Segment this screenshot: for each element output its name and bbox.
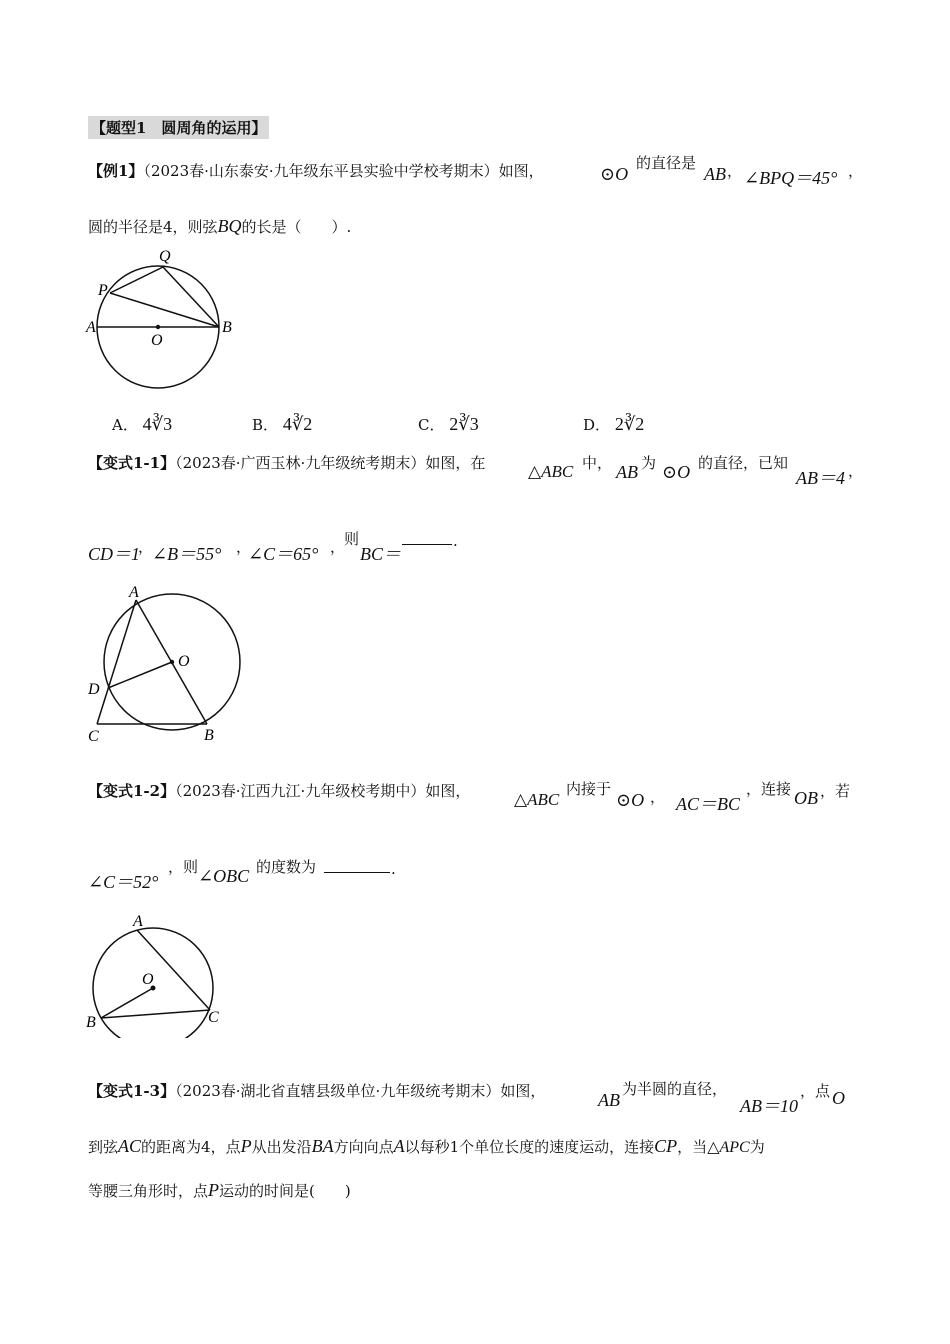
- v13-l2-seg-1: AC: [118, 1136, 142, 1156]
- v12-t4: ，若: [820, 782, 851, 800]
- v12-answer-blank[interactable]: [324, 858, 390, 873]
- option-c-letter: C．: [418, 416, 445, 434]
- example-1-line-2: [88, 216, 351, 237]
- variant-1-1-line-1: [88, 452, 485, 473]
- v13-line3a: 等腰三角形时，点: [88, 1182, 209, 1200]
- v11-comma-4: ，: [330, 538, 346, 556]
- fig1-label-o: O: [151, 332, 163, 349]
- v12-angle-c: ∠C＝52°: [88, 872, 159, 892]
- option-a-letter: A．: [112, 416, 138, 434]
- v12-then: ，则: [168, 858, 199, 876]
- ex1-comma-1: ，: [727, 162, 743, 180]
- fig3-label-a: A: [133, 913, 143, 930]
- v13-l2-seg-4: 从出发沿: [251, 1138, 312, 1156]
- v13-l2-seg-0: 到弦: [88, 1138, 119, 1156]
- option-b-coef: 4: [282, 414, 292, 434]
- variant-1-3-source: （2023春·湖北省直辖县级单位·九年级统考期末）如图，: [175, 1082, 546, 1100]
- v11-ab: AB: [616, 462, 638, 482]
- option-b[interactable]: [252, 414, 312, 435]
- fig3-segment-bc: [101, 1010, 210, 1018]
- v11-t2: 为: [641, 454, 657, 472]
- v11-tri-abc: △ABC: [528, 462, 574, 481]
- fig1-label-q: Q: [159, 248, 171, 265]
- v11-cd-eq: CD＝1: [88, 544, 141, 564]
- fig1-label-p: P: [98, 282, 108, 299]
- ex1-circle-o: ⊙O: [600, 164, 629, 184]
- fig1-label-b: B: [222, 319, 232, 336]
- fig3-segment-ac: [137, 930, 210, 1010]
- v11-then: 则: [344, 530, 360, 548]
- fig2-segment-do: [108, 662, 172, 688]
- v11-period: .: [453, 532, 458, 550]
- v13-o: O: [832, 1088, 845, 1108]
- ex1-ab: AB: [704, 164, 726, 184]
- example-1-line-1: [88, 160, 544, 181]
- ex1-text-a: 的直径是: [636, 154, 697, 172]
- v13-ab-eq: AB＝10: [740, 1096, 798, 1116]
- v12-t2: ，: [650, 788, 666, 806]
- ex1-angle-bpq: ∠BPQ＝45°: [744, 168, 838, 188]
- v12-t3: ，连接: [746, 780, 792, 798]
- cube-root-icon: ∛: [623, 414, 636, 434]
- v12-ob: OB: [794, 788, 818, 808]
- v11-t3: 的直径，已知: [698, 454, 789, 472]
- v12-ac-eq: AC＝BC: [676, 794, 741, 814]
- v12-angle-obc: ∠OBC: [198, 866, 250, 886]
- fig2-label-o: O: [178, 653, 190, 670]
- option-a-root: 3: [163, 414, 173, 434]
- fig3-segment-ob: [101, 988, 153, 1018]
- fig2-label-a: A: [129, 584, 139, 601]
- variant-1-3-line-2: [88, 1136, 868, 1157]
- variant-1-3-tag: 【变式1-3】: [88, 1082, 176, 1100]
- fig2-label-b: B: [204, 727, 214, 744]
- v11-comma-3: ，: [236, 538, 252, 556]
- v13-l2-seg-10: ，当: [677, 1138, 708, 1156]
- v13-l2-seg-7: A: [393, 1136, 405, 1156]
- example-1-tag: 【例1】: [88, 162, 144, 180]
- figure-3: [80, 908, 240, 1038]
- option-c-coef: 2: [449, 414, 459, 434]
- fig2-label-c: C: [88, 728, 99, 745]
- variant-1-2-tag: 【变式1-2】: [88, 782, 176, 800]
- v11-angle-b: ∠B＝55°: [152, 544, 222, 564]
- option-a[interactable]: [112, 414, 172, 435]
- option-c-root: 3: [469, 414, 479, 434]
- v12-circle-o: ⊙O: [616, 790, 645, 810]
- v11-comma: ，: [848, 462, 864, 480]
- option-c[interactable]: [418, 414, 479, 435]
- fig3-label-b: B: [86, 1014, 96, 1031]
- figure-1: [80, 240, 250, 400]
- v13-l2-seg-3: P: [240, 1136, 252, 1156]
- fig2-label-d: D: [88, 681, 100, 698]
- fig1-center-dot: [156, 325, 160, 329]
- v12-t5: 的度数为: [256, 858, 317, 876]
- variant-1-2-source: （2023春·江西九江·九年级校考期中）如图，: [175, 782, 471, 800]
- v12-t1: 内接于: [566, 780, 612, 798]
- option-b-letter: B．: [252, 416, 279, 434]
- variant-1-2-line-1: [88, 780, 470, 801]
- variant-1-1-source: （2023春·广西玉林·九年级统考期末）如图，在: [175, 454, 486, 472]
- v12-period: .: [391, 860, 396, 878]
- ex1-bq: BQ: [217, 216, 242, 236]
- v11-answer-blank[interactable]: [402, 530, 452, 545]
- v11-comma-2: ，: [138, 538, 154, 556]
- v11-angle-c: ∠C＝65°: [248, 544, 319, 564]
- v11-circle-o: ⊙O: [662, 462, 691, 482]
- option-d-coef: 2: [614, 414, 624, 434]
- v13-l2-seg-6: 方向向点: [333, 1138, 394, 1156]
- v13-l2-seg-2: 的距离为4，点: [141, 1138, 241, 1156]
- v13-line3b: 运动的时间是( ): [219, 1182, 351, 1200]
- option-d-letter: D．: [583, 416, 611, 434]
- v13-l2-seg-8: 以每秒1个单位长度的速度运动，连接: [404, 1138, 655, 1156]
- variant-1-1-tag: 【变式1-1】: [88, 454, 176, 472]
- option-b-root: 2: [303, 414, 313, 434]
- ex1-line2a: 圆的半径是4，则弦: [88, 218, 218, 236]
- v11-t1: 中，: [582, 454, 613, 472]
- fig3-label-o: O: [142, 971, 154, 988]
- cube-root-icon: ∛: [458, 414, 470, 434]
- v13-l2-seg-9: CP: [654, 1136, 678, 1156]
- v13-t2: ，点: [800, 1082, 831, 1100]
- cube-root-icon: ∛: [151, 414, 164, 434]
- section-title: 【题型1 圆周角的运用】: [88, 116, 269, 139]
- cube-root-icon: ∛: [291, 414, 304, 434]
- v12-tri-abc: △ABC: [514, 790, 560, 809]
- ex1-comma-2: ，: [848, 162, 864, 180]
- option-d-root: 2: [635, 414, 645, 434]
- ex1-line2b: 的长是（ ）.: [241, 218, 352, 236]
- v11-ab-eq: AB＝4: [796, 468, 845, 488]
- fig3-label-c: C: [208, 1009, 219, 1026]
- v13-l2-seg-5: BA: [311, 1136, 334, 1156]
- v11-bc-eq: BC＝: [360, 544, 402, 564]
- v13-t1: 为半圆的直径，: [622, 1080, 728, 1098]
- v13-p: P: [208, 1180, 220, 1200]
- fig2-center-dot: [170, 660, 174, 664]
- variant-1-3-line-3: [88, 1180, 351, 1201]
- v13-l2-seg-12: 为: [749, 1138, 765, 1156]
- example-1-source: （2023春·山东泰安·九年级东平县实验中学校考期末）如图，: [143, 162, 544, 180]
- fig2-segment-ac: [97, 600, 136, 724]
- v13-l2-seg-11: △APC: [707, 1139, 750, 1156]
- figure-2: [80, 580, 260, 750]
- variant-1-3-line-1: [88, 1080, 545, 1101]
- v13-ab: AB: [598, 1090, 620, 1110]
- fig1-label-a: A: [86, 319, 96, 336]
- option-d[interactable]: [583, 414, 644, 435]
- option-a-coef: 4: [142, 414, 152, 434]
